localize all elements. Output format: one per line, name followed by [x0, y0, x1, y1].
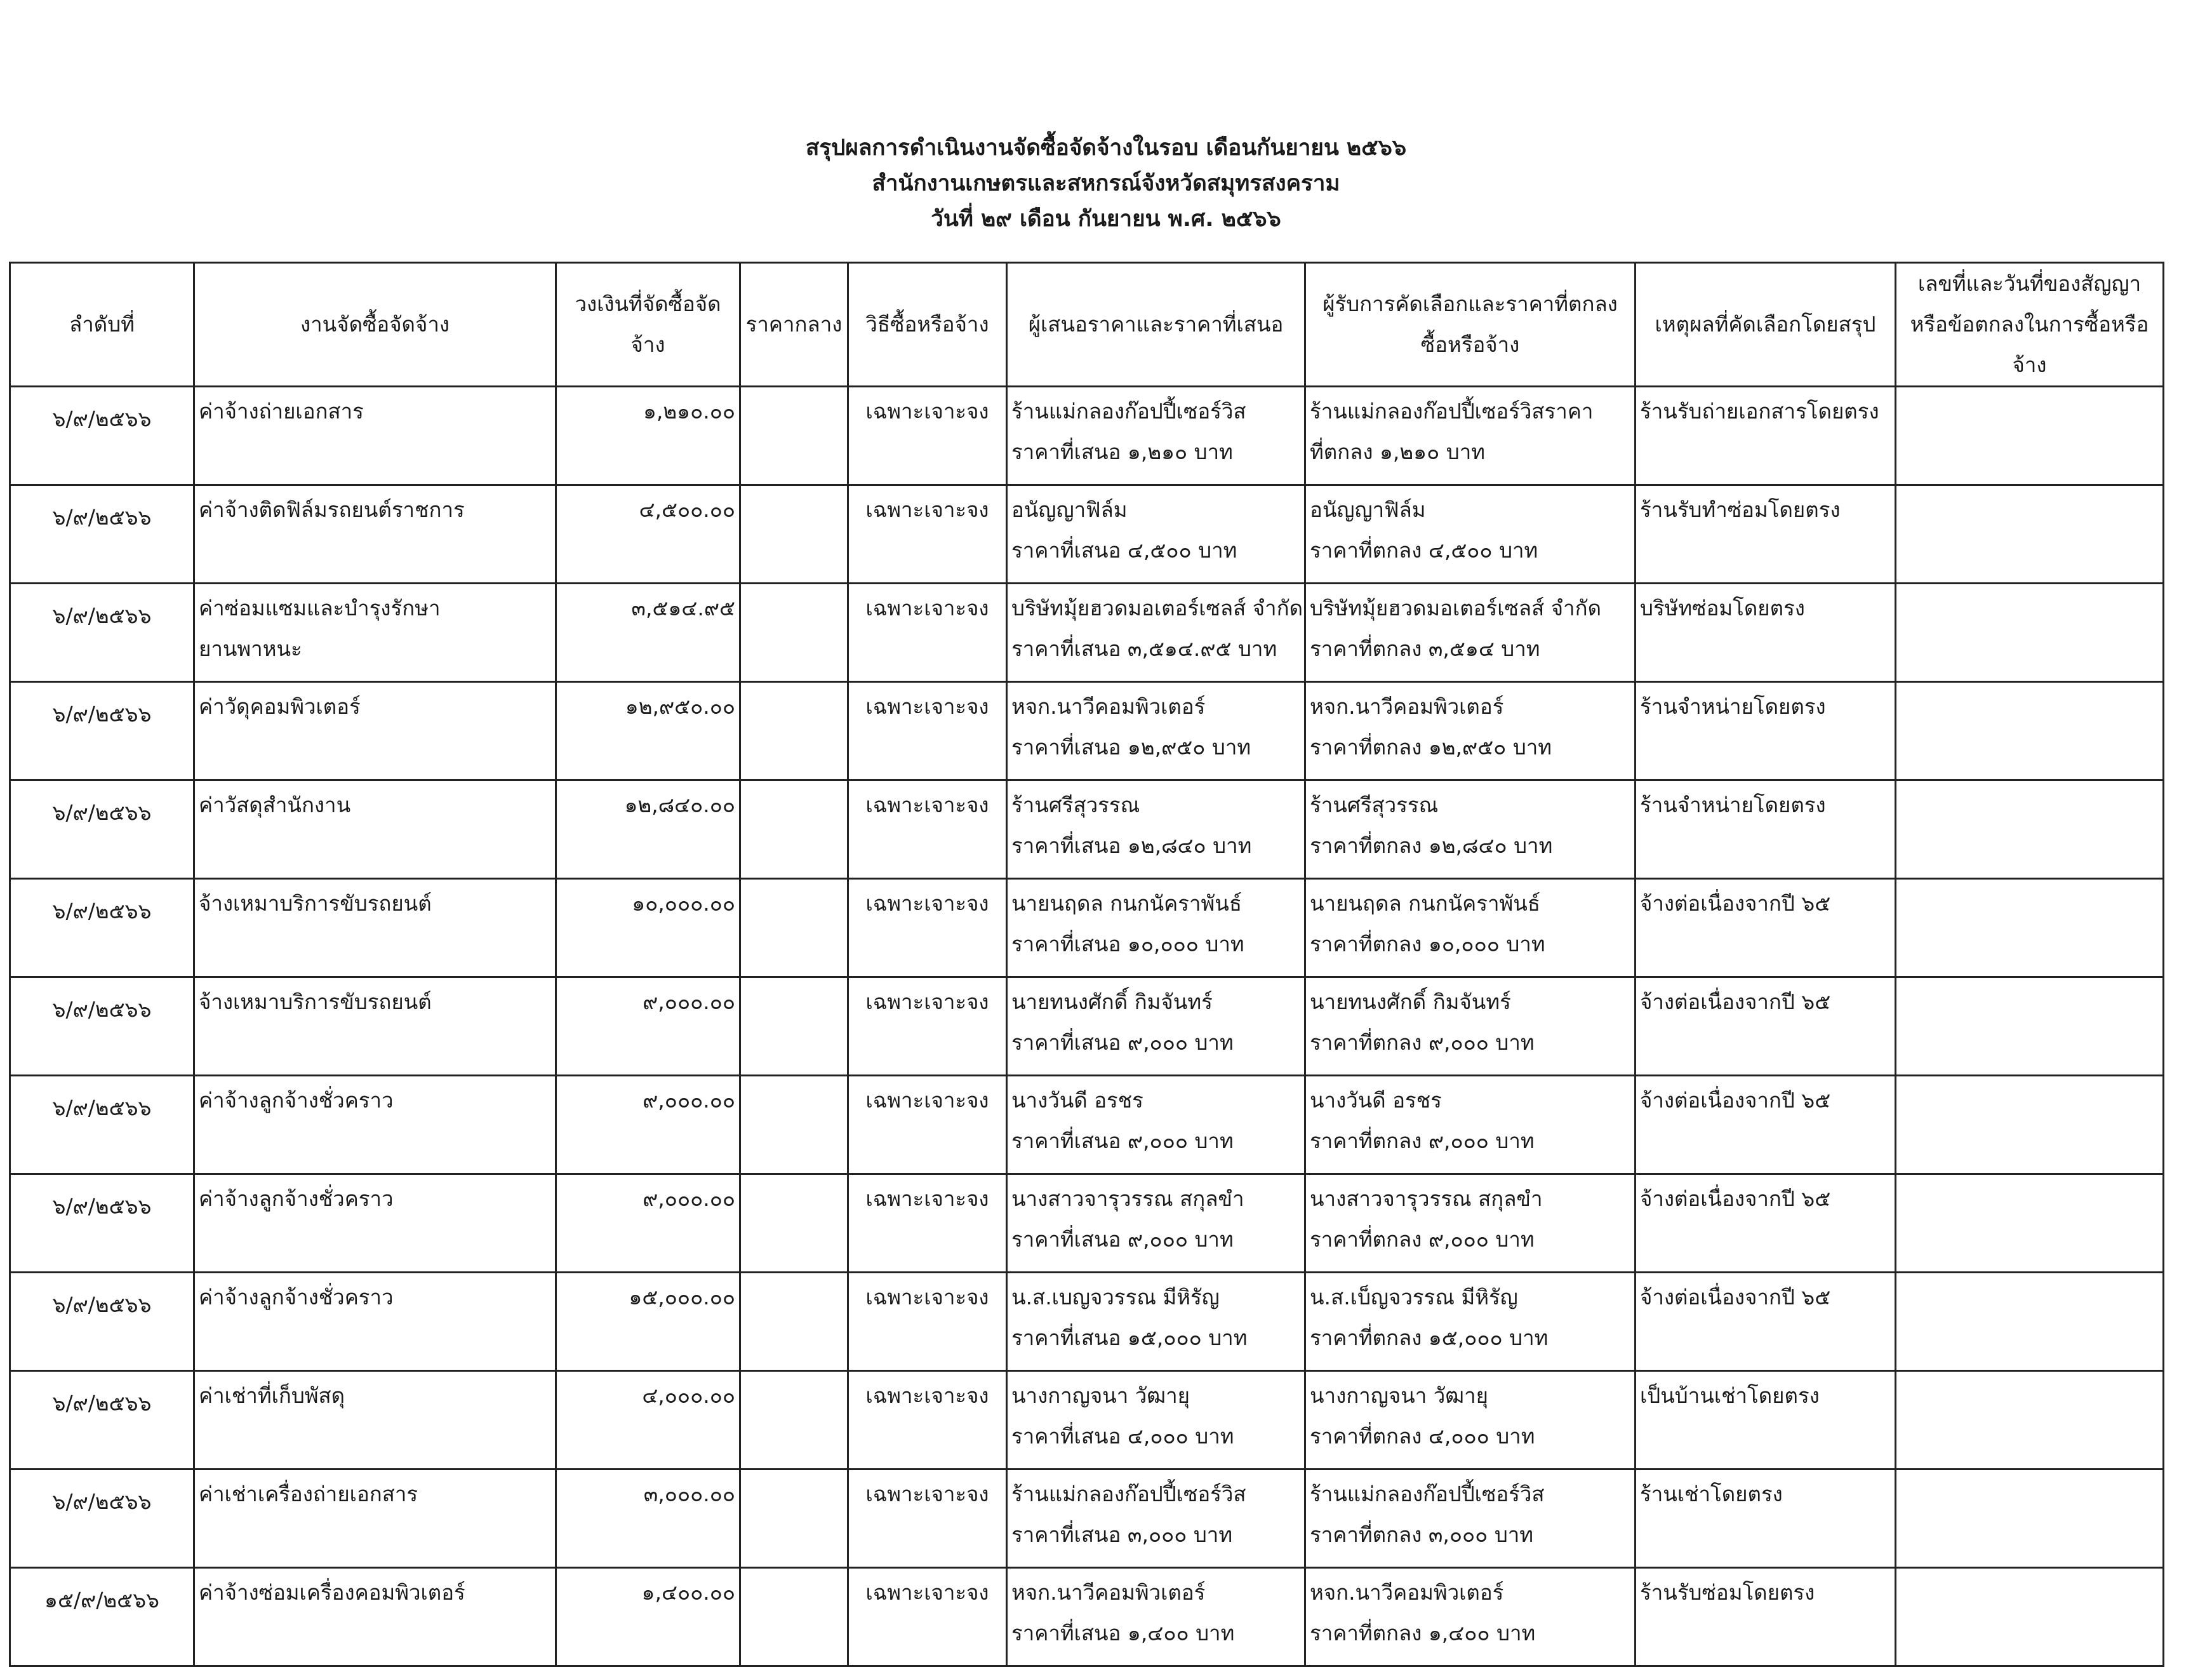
- table-row: [10, 977, 2164, 1076]
- row-amount: ๔,๕๐๐.๐๐: [556, 485, 740, 584]
- col-contract: เลขที่และวันที่ของสัญญาหรือข้อตกลงในการซื้อหรือจ้าง: [1896, 263, 2164, 387]
- row-contract: [1896, 1174, 2164, 1273]
- bidder-name: นางสาวจารุวรรณ สกุลขำ: [1011, 1186, 1244, 1211]
- bidder-name: บริษัทมุ้ยฮวดมอเตอร์เซลส์ จำกัด: [1011, 596, 1303, 620]
- row-winner: [1305, 1076, 1636, 1174]
- col-bidder: ผู้เสนอราคาและราคาที่เสนอ: [1007, 263, 1305, 387]
- row-contract: [1896, 682, 2164, 780]
- row-bidder: [1007, 387, 1305, 485]
- row-median-price: [740, 780, 848, 879]
- row-bidder: [1007, 485, 1305, 584]
- bidder-name: หจก.นาวีคอมพิวเตอร์: [1011, 694, 1206, 719]
- row-method: เฉพาะเจาะจง: [848, 584, 1007, 682]
- row-method: เฉพาะเจาะจง: [848, 780, 1007, 879]
- row-contract: [1896, 1273, 2164, 1371]
- row-bidder: [1007, 977, 1305, 1076]
- row-date: ๖/๙/๒๕๖๖: [10, 1470, 194, 1568]
- agreed-price: ที่ตกลง ๑,๒๑๐ บาท: [1310, 439, 1485, 464]
- row-method: เฉพาะเจาะจง: [848, 1076, 1007, 1174]
- row-amount: ๓,๐๐๐.๐๐: [556, 1470, 740, 1568]
- winner-name: นายนฤดล กนกนัคราพันธ์: [1310, 891, 1540, 916]
- row-contract: [1896, 1470, 2164, 1568]
- table-row: [10, 1076, 2164, 1174]
- bid-price: ราคาที่เสนอ ๔,๕๐๐ บาท: [1011, 538, 1237, 563]
- report-title: สรุปผลการดำเนินงานจัดซื้อจัดจ้างในรอบ เดือนกันยายน ๒๕๖๖: [805, 135, 1407, 161]
- work-name: ค่าจ้างลูกจ้างชั่วคราว: [199, 1088, 394, 1113]
- work-name: ค่าจ้างถ่ายเอกสาร: [199, 399, 364, 424]
- col-budget: วงเงินที่จัดซื้อจัดจ้าง: [556, 263, 740, 387]
- agreed-price: ราคาที่ตกลง ๓,๐๐๐ บาท: [1310, 1522, 1534, 1547]
- work-name: จ้างเหมาบริการขับรถยนต์: [199, 989, 432, 1014]
- row-method: เฉพาะเจาะจง: [848, 1470, 1007, 1568]
- row-winner: [1305, 1273, 1636, 1371]
- agreed-price: ราคาที่ตกลง ๔,๕๐๐ บาท: [1310, 538, 1538, 563]
- row-work: [194, 1273, 556, 1371]
- row-median-price: [740, 1273, 848, 1371]
- document-header: [0, 130, 2212, 237]
- table-row: [10, 1568, 2164, 1666]
- col-work: งานจัดซื้อจัดจ้าง: [194, 263, 556, 387]
- row-winner: [1305, 1470, 1636, 1568]
- row-median-price: [740, 977, 848, 1076]
- row-method: เฉพาะเจาะจง: [848, 1273, 1007, 1371]
- table-row: [10, 1371, 2164, 1470]
- row-bidder: [1007, 1174, 1305, 1273]
- bid-price: ราคาที่เสนอ ๔,๐๐๐ บาท: [1011, 1424, 1234, 1449]
- winner-name: หจก.นาวีคอมพิวเตอร์: [1310, 694, 1504, 719]
- row-amount: ๙,๐๐๐.๐๐: [556, 1076, 740, 1174]
- row-amount: ๑,๒๑๐.๐๐: [556, 387, 740, 485]
- work-name: ค่าซ่อมแซมและบำรุงรักษา: [199, 596, 441, 620]
- bidder-name: นายทนงศักดิ์ กิมจันทร์: [1011, 989, 1213, 1014]
- agreed-price: ราคาที่ตกลง ๑๒,๘๔๐ บาท: [1310, 833, 1553, 858]
- winner-name: ร้านแม่กลองก๊อปปี้เซอร์วิส: [1310, 1482, 1545, 1506]
- row-contract: [1896, 780, 2164, 879]
- winner-name: ร้านแม่กลองก๊อปปี้เซอร์วิสราคา: [1310, 399, 1594, 424]
- row-date: ๖/๙/๒๕๖๖: [10, 584, 194, 682]
- row-winner: [1305, 387, 1636, 485]
- row-winner: [1305, 879, 1636, 977]
- row-median-price: [740, 879, 848, 977]
- bidder-name: น.ส.เบญจวรรณ มีหิรัญ: [1011, 1285, 1220, 1309]
- col-method: วิธีซื้อหรือจ้าง: [848, 263, 1007, 387]
- row-method: เฉพาะเจาะจง: [848, 485, 1007, 584]
- bidder-name: ร้านแม่กลองก๊อปปี้เซอร์วิส: [1011, 1482, 1246, 1506]
- work-name: ค่าเช่าเครื่องถ่ายเอกสาร: [199, 1482, 418, 1506]
- row-method: เฉพาะเจาะจง: [848, 387, 1007, 485]
- row-contract: [1896, 1371, 2164, 1470]
- row-amount: ๙,๐๐๐.๐๐: [556, 1174, 740, 1273]
- table-row: [10, 387, 2164, 485]
- winner-name: บริษัทมุ้ยฮวดมอเตอร์เซลส์ จำกัด: [1310, 596, 1602, 620]
- work-name: ค่าจ้างติดฟิล์มรถยนต์ราชการ: [199, 497, 465, 522]
- row-median-price: [740, 1174, 848, 1273]
- row-method: เฉพาะเจาะจง: [848, 1568, 1007, 1666]
- row-amount: ๔,๐๐๐.๐๐: [556, 1371, 740, 1470]
- row-contract: [1896, 485, 2164, 584]
- row-reason: ร้านจำหน่ายโดยตรง: [1636, 682, 1896, 780]
- bid-price: ราคาที่เสนอ ๙,๐๐๐ บาท: [1011, 1227, 1234, 1252]
- row-reason: จ้างต่อเนื่องจากปี ๖๕: [1636, 879, 1896, 977]
- bid-price: ราคาที่เสนอ ๑,๒๑๐ บาท: [1011, 439, 1233, 464]
- row-contract: [1896, 387, 2164, 485]
- row-reason: ร้านรับซ่อมโดยตรง: [1636, 1568, 1896, 1666]
- row-winner: [1305, 1174, 1636, 1273]
- row-winner: [1305, 584, 1636, 682]
- row-amount: ๑๕,๐๐๐.๐๐: [556, 1273, 740, 1371]
- bid-price: ราคาที่เสนอ ๙,๐๐๐ บาท: [1011, 1030, 1234, 1055]
- work-name-cont: ยานพาหนะ: [199, 636, 302, 661]
- row-winner: [1305, 485, 1636, 584]
- agreed-price: ราคาที่ตกลง ๑๐,๐๐๐ บาท: [1310, 932, 1545, 956]
- bid-price: ราคาที่เสนอ ๑๐,๐๐๐ บาท: [1011, 932, 1244, 956]
- row-contract: [1896, 977, 2164, 1076]
- row-bidder: [1007, 780, 1305, 879]
- agreed-price: ราคาที่ตกลง ๑,๔๐๐ บาท: [1310, 1621, 1536, 1645]
- row-work: [194, 879, 556, 977]
- row-method: เฉพาะเจาะจง: [848, 977, 1007, 1076]
- table-row: [10, 485, 2164, 584]
- row-method: เฉพาะเจาะจง: [848, 1371, 1007, 1470]
- bidder-name: หจก.นาวีคอมพิวเตอร์: [1011, 1580, 1206, 1605]
- row-work: [194, 584, 556, 682]
- bid-price: ราคาที่เสนอ ๑๕,๐๐๐ บาท: [1011, 1325, 1248, 1350]
- bid-price: ราคาที่เสนอ ๑,๔๐๐ บาท: [1011, 1621, 1235, 1645]
- agreed-price: ราคาที่ตกลง ๑๕,๐๐๐ บาท: [1310, 1325, 1549, 1350]
- row-method: เฉพาะเจาะจง: [848, 682, 1007, 780]
- row-amount: ๑๒,๙๕๐.๐๐: [556, 682, 740, 780]
- row-bidder: [1007, 879, 1305, 977]
- row-reason: บริษัทซ่อมโดยตรง: [1636, 584, 1896, 682]
- winner-name: น.ส.เบ็ญจวรรณ มีหิรัญ: [1310, 1285, 1518, 1309]
- agreed-price: ราคาที่ตกลง ๓,๕๑๔ บาท: [1310, 636, 1540, 661]
- row-date: ๑๕/๙/๒๕๖๖: [10, 1568, 194, 1666]
- row-bidder: [1007, 584, 1305, 682]
- row-reason: จ้างต่อเนื่องจากปี ๖๕: [1636, 1076, 1896, 1174]
- work-name: ค่าจ้างซ่อมเครื่องคอมพิวเตอร์: [199, 1580, 465, 1605]
- table-header-row: [10, 263, 2164, 387]
- row-reason: ร้านรับถ่ายเอกสารโดยตรง: [1636, 387, 1896, 485]
- row-reason: ร้านรับทำซ่อมโดยตรง: [1636, 485, 1896, 584]
- row-contract: [1896, 1568, 2164, 1666]
- row-date: ๖/๙/๒๕๖๖: [10, 1273, 194, 1371]
- row-reason: จ้างต่อเนื่องจากปี ๖๕: [1636, 1174, 1896, 1273]
- agreed-price: ราคาที่ตกลง ๔,๐๐๐ บาท: [1310, 1424, 1535, 1449]
- row-winner: [1305, 1568, 1636, 1666]
- bid-price: ราคาที่เสนอ ๙,๐๐๐ บาท: [1011, 1128, 1234, 1153]
- row-median-price: [740, 584, 848, 682]
- row-amount: ๓,๕๑๔.๙๕: [556, 584, 740, 682]
- table-row: [10, 584, 2164, 682]
- row-method: เฉพาะเจาะจง: [848, 879, 1007, 977]
- row-work: [194, 977, 556, 1076]
- col-reason: เหตุผลที่คัดเลือกโดยสรุป: [1636, 263, 1896, 387]
- bid-price: ราคาที่เสนอ ๑๒,๘๔๐ บาท: [1011, 833, 1252, 858]
- table-row: [10, 1470, 2164, 1568]
- bidder-name: นางวันดี อรชร: [1011, 1088, 1143, 1113]
- bid-price: ราคาที่เสนอ ๓,๐๐๐ บาท: [1011, 1522, 1233, 1547]
- row-median-price: [740, 485, 848, 584]
- procurement-table: [9, 262, 2164, 1667]
- row-date: ๖/๙/๒๕๖๖: [10, 485, 194, 584]
- row-work: [194, 1174, 556, 1273]
- row-bidder: [1007, 1371, 1305, 1470]
- agreed-price: ราคาที่ตกลง ๙,๐๐๐ บาท: [1310, 1128, 1535, 1153]
- row-bidder: [1007, 1568, 1305, 1666]
- row-date: ๖/๙/๒๕๖๖: [10, 1174, 194, 1273]
- row-work: [194, 485, 556, 584]
- row-reason: จ้างต่อเนื่องจากปี ๖๕: [1636, 1273, 1896, 1371]
- row-reason: ร้านเช่าโดยตรง: [1636, 1470, 1896, 1568]
- table-row: [10, 1273, 2164, 1371]
- bid-price: ราคาที่เสนอ ๓,๕๑๔.๙๕ บาท: [1011, 636, 1277, 661]
- bidder-name: นางกาญจนา วัฒายุ: [1011, 1383, 1190, 1408]
- winner-name: หจก.นาวีคอมพิวเตอร์: [1310, 1580, 1504, 1605]
- row-reason: เป็นบ้านเช่าโดยตรง: [1636, 1371, 1896, 1470]
- row-work: [194, 1470, 556, 1568]
- row-median-price: [740, 1076, 848, 1174]
- work-name: จ้างเหมาบริการขับรถยนต์: [199, 891, 432, 916]
- row-date: ๖/๙/๒๕๖๖: [10, 977, 194, 1076]
- row-work: [194, 1371, 556, 1470]
- row-bidder: [1007, 1470, 1305, 1568]
- row-date: ๖/๙/๒๕๖๖: [10, 682, 194, 780]
- row-date: ๖/๙/๒๕๖๖: [10, 780, 194, 879]
- agreed-price: ราคาที่ตกลง ๑๒,๙๕๐ บาท: [1310, 735, 1552, 760]
- bidder-name: อนัญญาฟิล์ม: [1011, 497, 1128, 522]
- row-bidder: [1007, 682, 1305, 780]
- row-contract: [1896, 584, 2164, 682]
- row-date: ๖/๙/๒๕๖๖: [10, 1076, 194, 1174]
- table-row: [10, 780, 2164, 879]
- work-name: ค่าวัสดุสำนักงาน: [199, 793, 351, 817]
- row-median-price: [740, 387, 848, 485]
- table-row: [10, 682, 2164, 780]
- row-date: ๖/๙/๒๕๖๖: [10, 387, 194, 485]
- row-bidder: [1007, 1076, 1305, 1174]
- row-median-price: [740, 1371, 848, 1470]
- row-median-price: [740, 1470, 848, 1568]
- table-row: [10, 879, 2164, 977]
- row-amount: ๙,๐๐๐.๐๐: [556, 977, 740, 1076]
- winner-name: ร้านศรีสุวรรณ: [1310, 793, 1439, 817]
- row-winner: [1305, 977, 1636, 1076]
- winner-name: นางวันดี อรชร: [1310, 1088, 1442, 1113]
- row-work: [194, 1076, 556, 1174]
- work-name: ค่าจ้างลูกจ้างชั่วคราว: [199, 1186, 394, 1211]
- row-winner: [1305, 780, 1636, 879]
- work-name: ค่าจ้างลูกจ้างชั่วคราว: [199, 1285, 394, 1309]
- row-contract: [1896, 879, 2164, 977]
- row-amount: ๑๒,๘๔๐.๐๐: [556, 780, 740, 879]
- bid-price: ราคาที่เสนอ ๑๒,๙๕๐ บาท: [1011, 735, 1251, 760]
- col-winner: ผู้รับการคัดเลือกและราคาที่ตกลงซื้อหรือจ้าง: [1305, 263, 1636, 387]
- row-work: [194, 1568, 556, 1666]
- col-median-price: ราคากลาง: [740, 263, 848, 387]
- row-amount: ๑,๔๐๐.๐๐: [556, 1568, 740, 1666]
- winner-name: นายทนงศักดิ์ กิมจันทร์: [1310, 989, 1511, 1014]
- agreed-price: ราคาที่ตกลง ๙,๐๐๐ บาท: [1310, 1030, 1535, 1055]
- row-winner: [1305, 1371, 1636, 1470]
- winner-name: นางกาญจนา วัฒายุ: [1310, 1383, 1488, 1408]
- bidder-name: ร้านแม่กลองก๊อปปี้เซอร์วิส: [1011, 399, 1246, 424]
- row-work: [194, 387, 556, 485]
- row-bidder: [1007, 1273, 1305, 1371]
- row-method: เฉพาะเจาะจง: [848, 1174, 1007, 1273]
- row-reason: จ้างต่อเนื่องจากปี ๖๕: [1636, 977, 1896, 1076]
- row-date: ๖/๙/๒๕๖๖: [10, 1371, 194, 1470]
- row-date: ๖/๙/๒๕๖๖: [10, 879, 194, 977]
- row-work: [194, 682, 556, 780]
- bidder-name: นายนฤดล กนกนัคราพันธ์: [1011, 891, 1242, 916]
- report-date: วันที่ ๒๙ เดือน กันยายน พ.ศ. ๒๕๖๖: [931, 206, 1281, 232]
- work-name: ค่าเช่าที่เก็บพัสดุ: [199, 1383, 345, 1408]
- winner-name: อนัญญาฟิล์ม: [1310, 497, 1426, 522]
- row-amount: ๑๐,๐๐๐.๐๐: [556, 879, 740, 977]
- row-contract: [1896, 1076, 2164, 1174]
- work-name: ค่าวัดุคอมพิวเตอร์: [199, 694, 361, 719]
- row-reason: ร้านจำหน่ายโดยตรง: [1636, 780, 1896, 879]
- row-median-price: [740, 1568, 848, 1666]
- bidder-name: ร้านศรีสุวรรณ: [1011, 793, 1140, 817]
- row-winner: [1305, 682, 1636, 780]
- row-work: [194, 780, 556, 879]
- col-seq: ลำดับที่: [10, 263, 194, 387]
- row-median-price: [740, 682, 848, 780]
- table-row: [10, 1174, 2164, 1273]
- agency-name: สำนักงานเกษตรและสหกรณ์จังหวัดสมุทรสงคราม: [872, 171, 1340, 196]
- winner-name: นางสาวจารุวรรณ สกุลขำ: [1310, 1186, 1543, 1211]
- agreed-price: ราคาที่ตกลง ๙,๐๐๐ บาท: [1310, 1227, 1535, 1252]
